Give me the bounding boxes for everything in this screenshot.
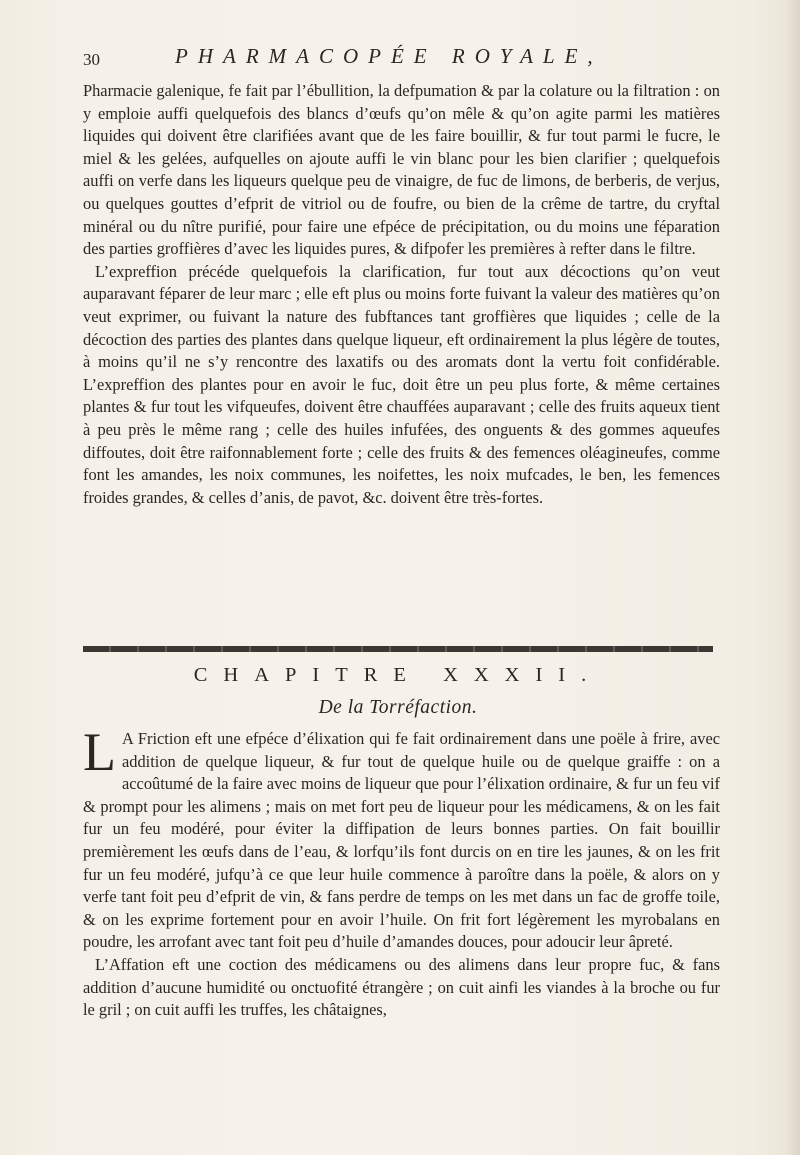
text-block-chapter xyxy=(83,722,720,1022)
paragraph-friction-text: A Friction eft une efpéce d’élixation qui fe fait ordinairement dans une poële à frire, avec addition de quelque liqueur, & fur tout de quelque huile ou de quelque graiffe : on a accoûtumé de la faire avec moins de liqueur que pour l’élixation ordinaire, & fur un feu vif & prompt pour les alimens ; mais on met fort peu de liqueur pour les médicamens, & on les fait fur un feu modéré, pour éviter la diffipation de leurs bonnes parties. On fait bouillir premièrement les œufs dans de l’eau, & lorfqu’ils font durcis on en tire les jaunes, & on les frit fur un feu modéré, jufqu’à ce que leur huile commence à paroître dans la poële, & alors on y verfe tant foit peu d’efprit de vin, & fans perdre de temps on les met dans un fac de groffe toile, & on les exprime fortement pour en avoir l’huile. On frit fort légèrement les myrobalans en poudre, les arrofant avec tant foit peu d’huile d’amandes douces, pour adoucir leur âpreté. xyxy=(83,729,720,952)
page-edge-shadow xyxy=(786,0,800,1155)
page-number: 30 xyxy=(83,50,100,69)
paragraph-assation: L’Affation eft une coction des médicamens ou des alimens dans leur propre fuc, & fans addition d’aucune humidité ou onctuofité étrangère ; on cuit ainfi les viandes à la broche ou fur le gril ; on cuit auffi les truffes, les châtaignes, xyxy=(83,954,720,1020)
paragraph-clarification: Pharmacie galenique, fe fait par l’ébullition, la defpumation & par la colature ou la filtration : on y emploie auffi quelquefois des blancs d’œufs qu’on mêle & qu’on agite parmi les matières liquides qui doivent être clarifiées avant que de les faire bouillir, & fur tout parmi le fucre, le miel & les gelées, aufquelles on ajoute auffi le vin blanc pour les bien clarifier ; quelquefois auffi on verfe dans les liqueurs quelque peu de vinaigre, de fuc de limons, de berberis, de verjus, ou quelques gouttes d’efprit de vitriol ou de foufre, ou bien de la crême de tartre, du cryftal minéral ou du nître purifié, pour faire une efpéce de précipitation, ou du moins une féparation des parties groffières d’avec les liquides pures, & difpofer les premières à refter dans le filtre. xyxy=(83,81,720,259)
page-header xyxy=(83,44,723,74)
chapter-title: CHAPITRE XXXII. xyxy=(193,664,603,686)
text-block-before-chapter xyxy=(83,80,720,509)
running-head: PHARMACOPÉE ROYALE, xyxy=(175,44,603,68)
chapter-divider-rule xyxy=(83,646,713,652)
paragraph-expression: L’expreffion précéde quelquefois la clarification, fur tout aux décoctions qu’on veut auparavant féparer de leur marc ; elle eft plus ou moins forte fuivant la valeur des matières qu’on veut exprimer, ou fuivant la nature des fubftances tant groffières que liquides ; celle de la décoction des parties des plantes dans quelque liqueur, eft ordinairement la plus légère de toutes, à moins qu’il ne s’y rencontre des laxatifs ou des aromats dont la vertu foit confidérable. L’expreffion des plantes pour en avoir le fuc, doit être un peu plus forte, & même certaines plantes & fur tout les vifqueufes, doivent être chauffées auparavant ; celle des fruits aqueux tient à peu près le même rang ; celle des huiles infufées, des onguents & des gommes aqueufes diffoutes, doit être raifonnablement forte ; celle des fruits & des femences oléagineufes, comme font les amandes, les noix communes, les noifettes, les noix mufcades, le ben, les femences froides grandes, & celles d’anis, de pavot, &c. doivent être très-fortes. xyxy=(83,261,720,507)
chapter-subtitle: De la Torréfaction. xyxy=(318,697,478,718)
paragraph-friction xyxy=(83,722,720,954)
drop-cap: L xyxy=(83,722,116,782)
